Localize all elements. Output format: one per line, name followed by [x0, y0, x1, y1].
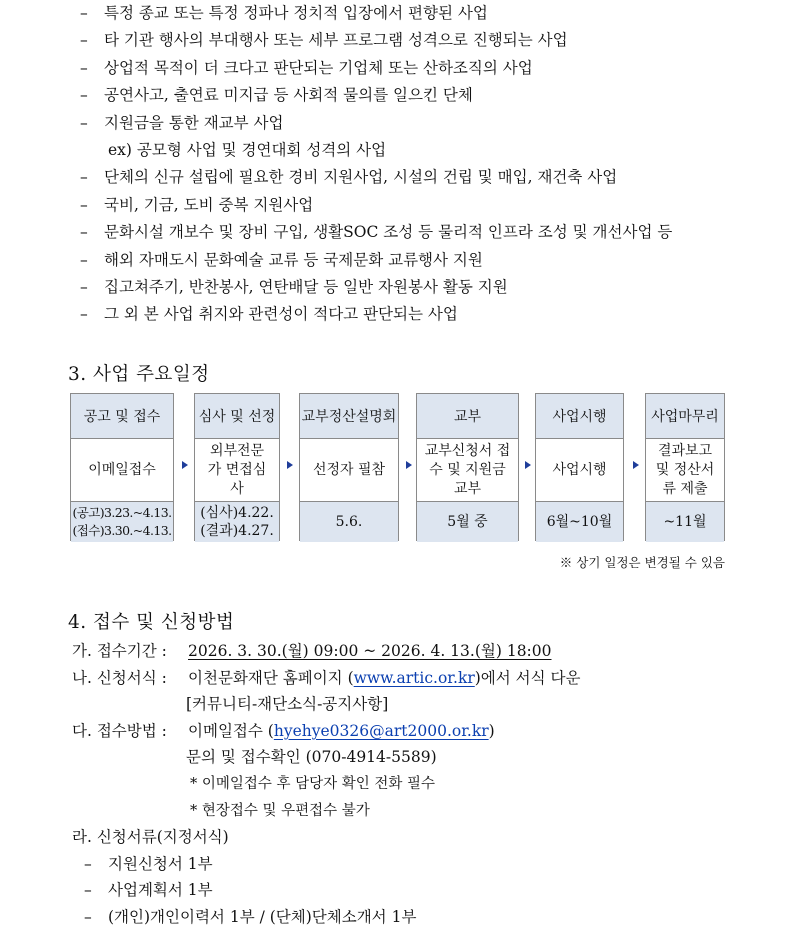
step-head: 심사 및 선정	[195, 394, 279, 439]
list-item: – 지원금을 통한 재교부 사업	[80, 113, 284, 132]
step-date: 5.6.	[300, 502, 398, 542]
section4-heading: 4. 접수 및 신청방법	[68, 612, 235, 633]
schedule-step-execution	[535, 393, 624, 541]
list-item: – 공연사고, 출연료 미지급 등 사회적 물의를 일으킨 단체	[80, 86, 473, 105]
method-row: 다. 접수방법 : 이메일접수 (hyehye0326@art2000.or.kr)	[72, 721, 495, 740]
step-head: 교부정산설명회	[300, 394, 398, 439]
step-date: 5월 중	[417, 502, 518, 542]
list-item: – 타 기관 행사의 부대행사 또는 세부 프로그램 성격으로 진행되는 사업	[80, 31, 568, 50]
step-date: 6월~10월	[536, 502, 623, 542]
list-item: – 해외 자매도시 문화예술 교류 등 국제문화 교류행사 지원	[80, 250, 483, 269]
step-date: (심사)4.22. (결과)4.27.	[195, 502, 279, 542]
email-link[interactable]: hyehye0326@art2000.or.kr	[273, 721, 489, 740]
step-head: 사업시행	[536, 394, 623, 439]
inquiry-contact: 문의 및 접수확인 (070-4914-5589)	[186, 748, 437, 767]
list-item: – 특정 종교 또는 특정 정파나 정치적 입장에서 편향된 사업	[80, 4, 488, 22]
step-body: 사업시행	[536, 439, 623, 502]
list-item: – (개인)개인이력서 1부 / (단체)단체소개서 1부	[84, 907, 417, 926]
schedule-step-announce	[70, 393, 174, 541]
arrow-right-icon	[525, 461, 531, 469]
schedule-step-closing	[645, 393, 725, 541]
step-head: 공고 및 접수	[71, 394, 173, 439]
list-item: – 단체의 신규 설립에 필요한 경비 지원사업, 시설의 건립 및 매입, 재건축 사업	[80, 168, 618, 187]
list-item: – 국비, 기금, 도비 중복 지원사업	[80, 195, 314, 214]
step-body: 이메일접수	[71, 439, 173, 502]
note-no-onsite: * 현장접수 및 우편접수 불가	[190, 802, 370, 819]
schedule-table	[70, 393, 726, 543]
arrow-right-icon	[287, 461, 293, 469]
step-head: 사업마무리	[646, 394, 724, 439]
schedule-note: ※ 상기 일정은 변경될 수 있음	[559, 555, 725, 570]
list-item: – 상업적 목적이 더 크다고 판단되는 기업체 또는 산하조직의 사업	[80, 58, 533, 77]
step-date: (공고)3.23.~4.13. (접수)3.30.~4.13.	[71, 502, 173, 542]
step-body: 외부전문가 면접심사	[195, 439, 279, 502]
list-item: – 문화시설 개보수 및 장비 구입, 생활SOC 조성 등 물리적 인프라 조성 및 개선사업 등	[80, 223, 673, 242]
application-info	[72, 640, 772, 933]
list-item: – 사업계획서 1부	[84, 881, 213, 900]
step-body: 선정자 필참	[300, 439, 398, 502]
arrow-right-icon	[406, 461, 412, 469]
list-item: – 집고쳐주기, 반찬봉사, 연탄배달 등 일반 자원봉사 활동 지원	[80, 277, 508, 296]
arrow-right-icon	[633, 461, 639, 469]
step-date: ~11월	[646, 502, 724, 542]
schedule-step-grant	[416, 393, 519, 541]
period-row: 가. 접수기간 : 2026. 3. 30.(월) 09:00 ~ 2026. 4. 13.(월) 18:00	[72, 642, 552, 660]
docs-heading: 라. 신청서류(지정서식)	[72, 828, 229, 847]
schedule-step-briefing	[299, 393, 399, 541]
list-item: – 그 외 본 사업 취지와 관련성이 적다고 판단되는 사업	[80, 305, 458, 324]
step-head: 교부	[417, 394, 518, 439]
homepage-link[interactable]: www.artic.or.kr	[353, 668, 475, 687]
section3-heading: 3. 사업 주요일정	[68, 364, 210, 385]
step-body: 교부신청서 접수 및 지원금 교부	[417, 439, 518, 502]
exclusion-list	[80, 2, 780, 331]
list-item-example: ex) 공모형 사업 및 경연대회 성격의 사업	[108, 140, 387, 159]
form-row: 나. 신청서식 : 이천문화재단 홈페이지 (www.artic.or.kr)에서 서식 다운	[72, 668, 581, 687]
period-value: 2026. 3. 30.(월) 09:00 ~ 2026. 4. 13.(월) 18:00	[188, 642, 552, 660]
schedule-step-review	[194, 393, 280, 541]
form-path: [커뮤니티-재단소식-공지사항]	[186, 695, 389, 714]
note-phone: * 이메일접수 후 담당자 확인 전화 필수	[190, 775, 436, 792]
arrow-right-icon	[182, 461, 188, 469]
step-body: 결과보고 및 정산서류 제출	[646, 439, 724, 502]
list-item: – 지원신청서 1부	[84, 854, 213, 873]
